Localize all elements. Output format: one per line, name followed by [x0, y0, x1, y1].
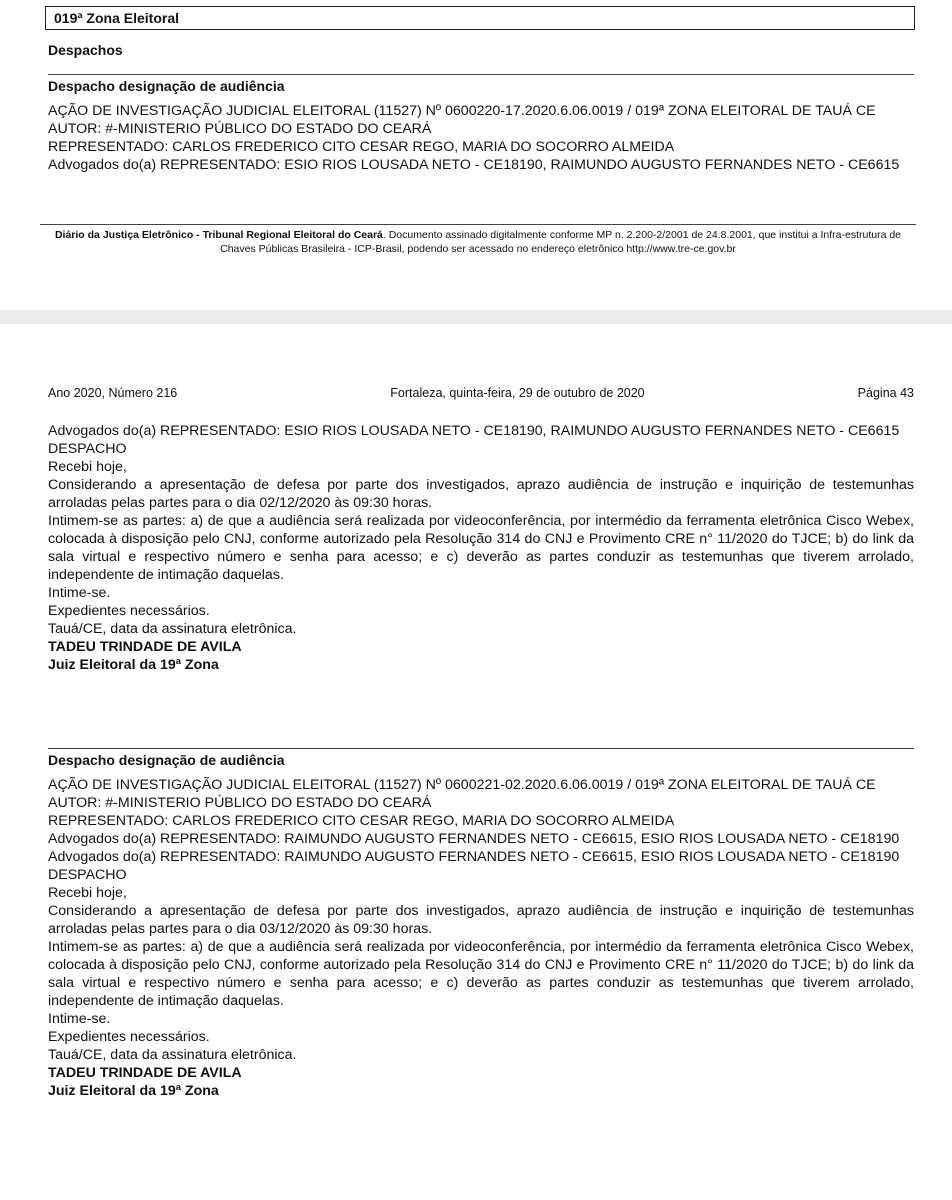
despacho-1-title: Despacho designação de audiência — [48, 74, 914, 94]
continuation-body — [48, 422, 914, 674]
paragraph: AÇÃO DE INVESTIGAÇÃO JUDICIAL ELEITORAL (11527) Nº 0600221-02.2020.6.06.0019 / 019ª ZONA ELEITORAL DE TAUÁ CE — [48, 777, 876, 793]
paragraph: Intimem-se as partes: a) de que a audiência será realizada por videoconferência, por intermédio da ferramenta eletrônica Cisco Webex, colocada à disposição pelo CNJ, conforme autorizado pela Resolução 314 do CNJ e Provimento CRE n° 11/2020 do TJCE; b) do link da sala virtual e respectivo número e senha para acesso; e c) deverão as partes conduzir as testemunhas que tiverem arrolado, independente de intimação daquelas. — [48, 939, 914, 1009]
paragraph: Expedientes necessários. — [48, 1029, 210, 1045]
paragraph: Considerando a apresentação de defesa por parte dos investigados, aprazo audiência de instrução e inquirição de testemunhas arroladas pelas partes para o dia 02/12/2020 às 09:30 horas. — [48, 477, 914, 511]
paragraph: AUTOR: #-MINISTERIO PÚBLICO DO ESTADO DO CEARÁ — [48, 795, 432, 811]
signer-name: TADEU TRINDADE DE AVILA — [48, 1065, 242, 1081]
signer-name: TADEU TRINDADE DE AVILA — [48, 639, 242, 655]
paragraph: Tauá/CE, data da assinatura eletrônica. — [48, 621, 297, 637]
page-footer — [40, 224, 916, 256]
paragraph: REPRESENTADO: CARLOS FREDERICO CITO CESAR REGO, MARIA DO SOCORRO ALMEIDA — [48, 139, 675, 155]
signer-role: Juiz Eleitoral da 19ª Zona — [48, 657, 219, 673]
paragraph: REPRESENTADO: CARLOS FREDERICO CITO CESAR REGO, MARIA DO SOCORRO ALMEIDA — [48, 813, 675, 829]
paragraph: AUTOR: #-MINISTERIO PÚBLICO DO ESTADO DO CEARÁ — [48, 121, 432, 137]
header-issue: Ano 2020, Número 216 — [48, 386, 178, 400]
paragraph: Recebi hoje, — [48, 885, 127, 901]
header-page-number: Página 43 — [857, 386, 914, 400]
paragraph: DESPACHO — [48, 441, 127, 457]
footer-journal-name: Diário da Justiça Eletrônico - Tribunal Regional Eleitoral do Ceará — [54, 229, 383, 241]
page-bottom — [0, 324, 952, 1200]
paragraph: Tauá/CE, data da assinatura eletrônica. — [48, 1047, 297, 1063]
header-date: Fortaleza, quinta-feira, 29 de outubro de 2020 — [390, 386, 645, 400]
paragraph: Expedientes necessários. — [48, 603, 210, 619]
paragraph: Advogados do(a) REPRESENTADO: RAIMUNDO AUGUSTO FERNANDES NETO - CE6615, ESIO RIOS LOUSADA NETO - CE18190 — [48, 849, 900, 865]
paragraph: Considerando a apresentação de defesa por parte dos investigados, aprazo audiência de instrução e inquirição de testemunhas arroladas pelas partes para o dia 03/12/2020 às 09:30 horas. — [48, 903, 914, 937]
despacho-1-body — [48, 102, 914, 174]
page-separator — [0, 310, 952, 324]
paragraph: Intime-se. — [48, 585, 111, 601]
paragraph: AÇÃO DE INVESTIGAÇÃO JUDICIAL ELEITORAL (11527) Nº 0600220-17.2020.6.06.0019 / 019ª ZONA ELEITORAL DE TAUÁ CE — [48, 103, 876, 119]
running-header — [48, 386, 914, 400]
zone-label: 019ª Zona Eleitoral — [45, 6, 915, 30]
section-title: Despachos — [48, 42, 123, 58]
signer-role: Juiz Eleitoral da 19ª Zona — [48, 1083, 219, 1099]
despacho-2-title: Despacho designação de audiência — [48, 748, 914, 768]
footer-text: . Documento assinado digitalmente conforme MP n. 2.200-2/2001 de 24.8.2001, que institui a Infra-estrutura de Chaves Públicas Brasileira - ICP-Brasil, podendo ser acessado no endereço eletrônico http://www.tre-ce.gov.br — [220, 229, 902, 255]
paragraph: Advogados do(a) REPRESENTADO: ESIO RIOS LOUSADA NETO - CE18190, RAIMUNDO AUGUSTO FERNANDES NETO - CE6615 — [48, 157, 900, 173]
despacho-2-body — [48, 776, 914, 1100]
paragraph: Advogados do(a) REPRESENTADO: RAIMUNDO AUGUSTO FERNANDES NETO - CE6615, ESIO RIOS LOUSADA NETO - CE18190 — [48, 831, 900, 847]
page-top — [0, 0, 952, 310]
paragraph: Intimem-se as partes: a) de que a audiência será realizada por videoconferência, por intermédio da ferramenta eletrônica Cisco Webex, colocada à disposição pelo CNJ, conforme autorizado pela Resolução 314 do CNJ e Provimento CRE n° 11/2020 do TJCE; b) do link da sala virtual e respectivo número e senha para acesso; e c) deverão as partes conduzir as testemunhas que tiverem arrolado, independente de intimação daquelas. — [48, 513, 914, 583]
paragraph: Intime-se. — [48, 1011, 111, 1027]
paragraph: Recebi hoje, — [48, 459, 127, 475]
paragraph: Advogados do(a) REPRESENTADO: ESIO RIOS LOUSADA NETO - CE18190, RAIMUNDO AUGUSTO FERNANDES NETO - CE6615 — [48, 423, 900, 439]
paragraph: DESPACHO — [48, 867, 127, 883]
